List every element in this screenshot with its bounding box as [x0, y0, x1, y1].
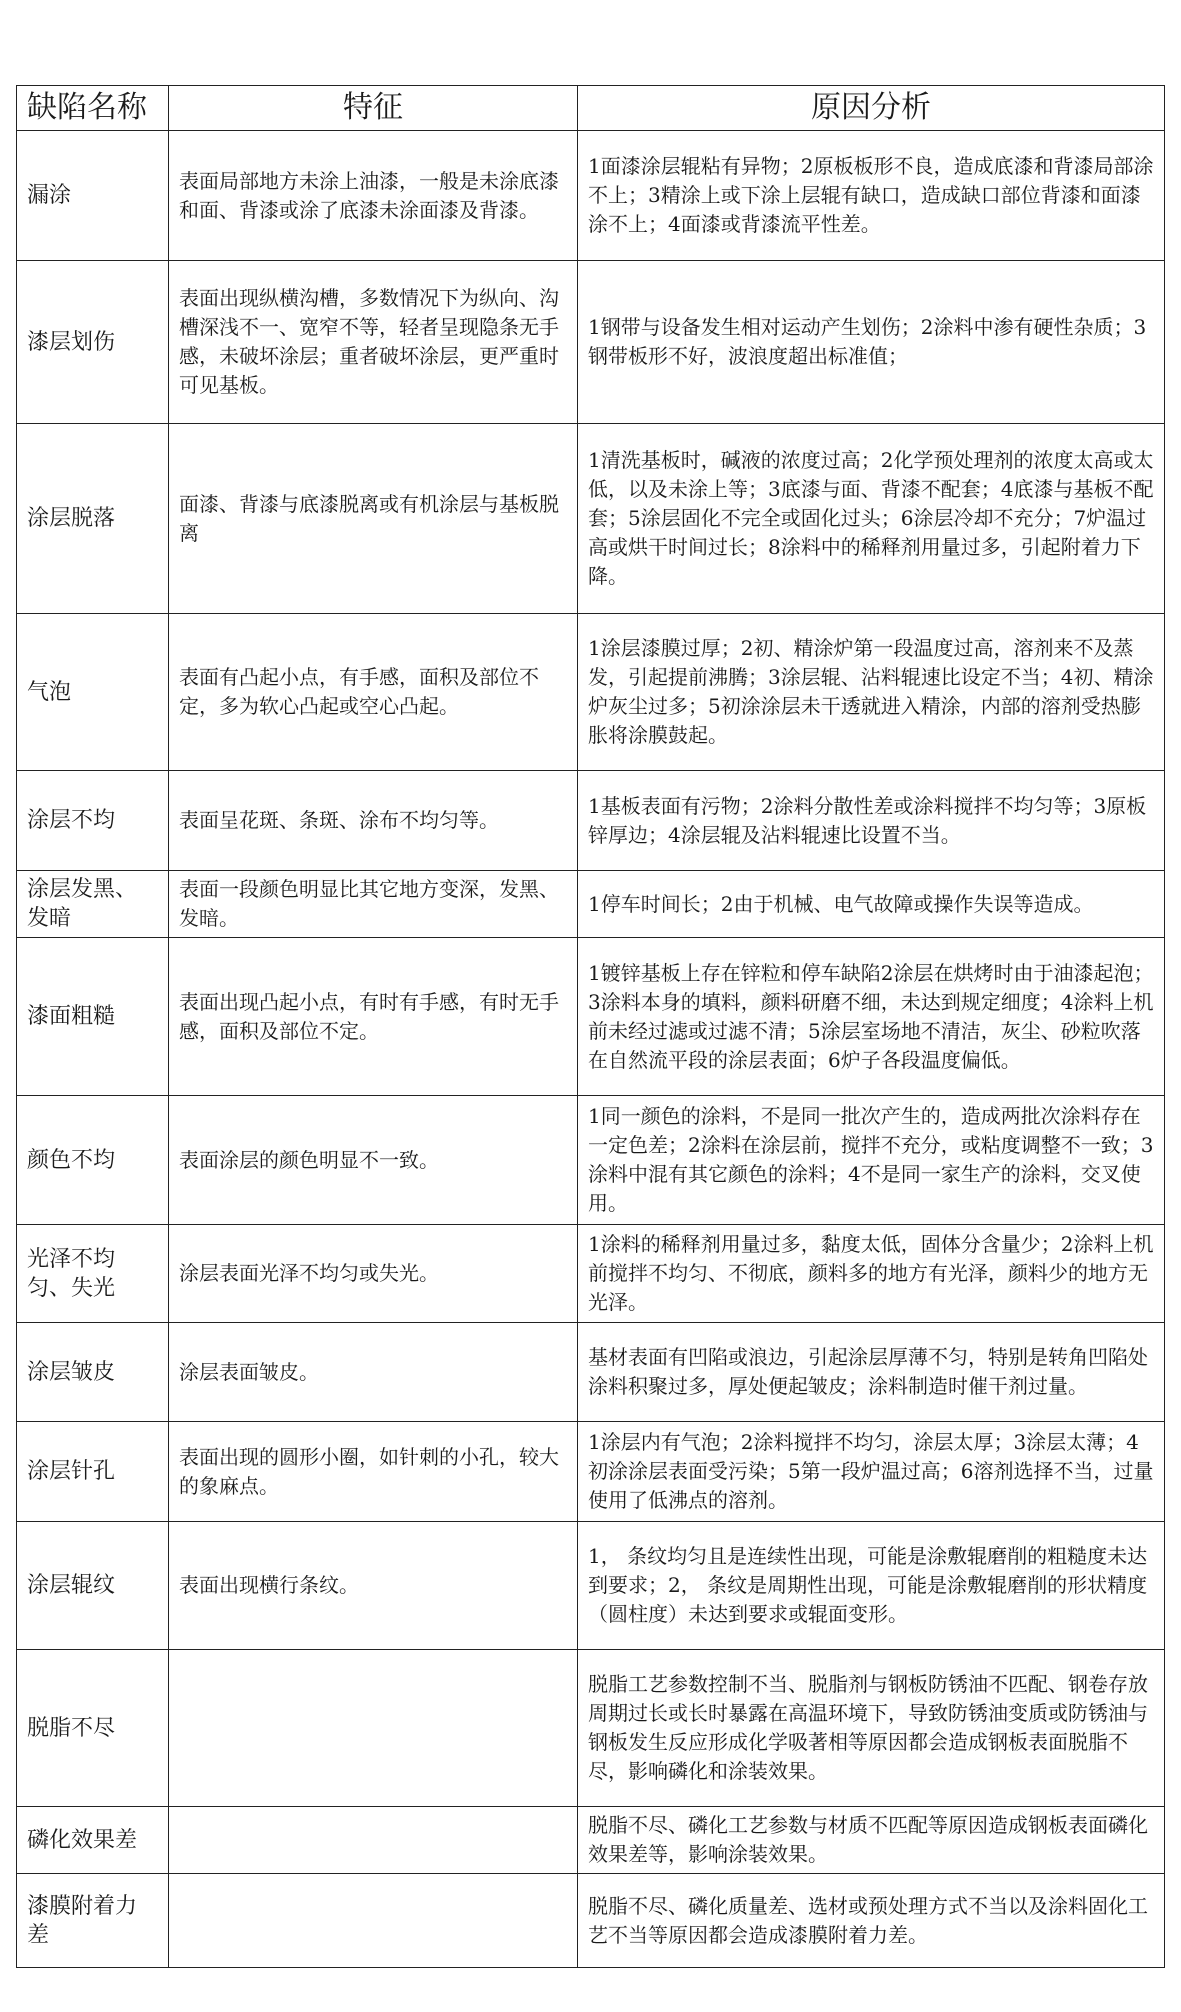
- column-header-cause: 原因分析: [578, 86, 1165, 131]
- defect-name-cell: 气泡: [17, 614, 169, 771]
- cause-cell: 1镀锌基板上存在锌粒和停车缺陷2涂层在烘烤时由于油漆起泡；3涂料本身的填料，颜料研磨不细，未达到规定细度；4涂料上机前未经过滤或过滤不清；5涂层室场地不清洁，灰尘、砂粒吹落在自然流平段的涂层表面；6炉子各段温度偏低。: [578, 938, 1165, 1096]
- table-body: [17, 131, 1165, 1968]
- table-row: [17, 938, 1165, 1096]
- cause-cell: 脱脂不尽、磷化质量差、选材或预处理方式不当以及涂料固化工艺不当等原因都会造成漆膜附着力差。: [578, 1874, 1165, 1968]
- feature-cell: [169, 1650, 578, 1807]
- defect-name-cell: 涂层脱落: [17, 424, 169, 614]
- table-row: [17, 131, 1165, 261]
- cause-cell: 脱脂不尽、磷化工艺参数与材质不匹配等原因造成钢板表面磷化效果差等，影响涂装效果。: [578, 1807, 1165, 1874]
- cause-cell: 1同一颜色的涂料，不是同一批次产生的，造成两批次涂料存在一定色差；2涂料在涂层前，搅拌不充分，或粘度调整不一致；3涂料中混有其它颜色的涂料；4不是同一家生产的涂料，交叉使用。: [578, 1096, 1165, 1225]
- defect-name-cell: 脱脂不尽: [17, 1650, 169, 1807]
- table-row: [17, 1096, 1165, 1225]
- table-row: [17, 1650, 1165, 1807]
- feature-cell: 涂层表面皱皮。: [169, 1323, 578, 1422]
- defect-name-cell: 漆层划伤: [17, 261, 169, 424]
- table-row: [17, 771, 1165, 871]
- cause-cell: 1涂料的稀释剂用量过多，黏度太低，固体分含量少；2涂料上机前搅拌不均匀、不彻底，颜料多的地方有光泽，颜料少的地方无光泽。: [578, 1225, 1165, 1323]
- feature-cell: [169, 1807, 578, 1874]
- cause-cell: 基材表面有凹陷或浪边，引起涂层厚薄不匀，特别是转角凹陷处涂料积聚过多，厚处便起皱皮；涂料制造时催干剂过量。: [578, 1323, 1165, 1422]
- defect-name-cell: 磷化效果差: [17, 1807, 169, 1874]
- defect-name-cell: 漆膜附着力差: [17, 1874, 169, 1968]
- defect-name-cell: 颜色不均: [17, 1096, 169, 1225]
- cause-cell: 1钢带与设备发生相对运动产生划伤；2涂料中渗有硬性杂质；3钢带板形不好，波浪度超出标准值；: [578, 261, 1165, 424]
- cause-cell: 1清洗基板时，碱液的浓度过高；2化学预处理剂的浓度太高或太低，以及未涂上等；3底漆与面、背漆不配套；4底漆与基板不配套；5涂层固化不完全或固化过头；6涂层冷却不充分；7炉温过高或烘干时间过长；8涂料中的稀释剂用量过多，引起附着力下降。: [578, 424, 1165, 614]
- defect-name-cell: 涂层皱皮: [17, 1323, 169, 1422]
- feature-cell: 表面呈花斑、条斑、涂布不均匀等。: [169, 771, 578, 871]
- defect-name-cell: 涂层针孔: [17, 1422, 169, 1522]
- cause-cell: 1， 条纹均匀且是连续性出现，可能是涂敷辊磨削的粗糙度未达到要求；2， 条纹是周期性出现，可能是涂敷辊磨削的形状精度（圆柱度）未达到要求或辊面变形。: [578, 1522, 1165, 1650]
- defect-name-cell: 涂层发黑、发暗: [17, 871, 169, 938]
- column-header-feature: 特征: [169, 86, 578, 131]
- feature-cell: 表面出现纵横沟槽，多数情况下为纵向、沟槽深浅不一、宽窄不等，轻者呈现隐条无手感，未破坏涂层；重者破坏涂层，更严重时可见基板。: [169, 261, 578, 424]
- defect-name-cell: 漆面粗糙: [17, 938, 169, 1096]
- feature-cell: [169, 1874, 578, 1968]
- cause-cell: 1涂层漆膜过厚；2初、精涂炉第一段温度过高，溶剂来不及蒸发，引起提前沸腾；3涂层辊、沾料辊速比设定不当；4初、精涂炉灰尘过多；5初涂涂层未干透就进入精涂，内部的溶剂受热膨胀将涂膜鼓起。: [578, 614, 1165, 771]
- table-row: [17, 1807, 1165, 1874]
- defect-name-cell: 光泽不均匀、失光: [17, 1225, 169, 1323]
- table-row: [17, 1422, 1165, 1522]
- table-row: [17, 1323, 1165, 1422]
- feature-cell: 表面局部地方未涂上油漆，一般是未涂底漆和面、背漆或涂了底漆未涂面漆及背漆。: [169, 131, 578, 261]
- feature-cell: 涂层表面光泽不均匀或失光。: [169, 1225, 578, 1323]
- table-row: [17, 1874, 1165, 1968]
- feature-cell: 表面有凸起小点，有手感，面积及部位不定，多为软心凸起或空心凸起。: [169, 614, 578, 771]
- feature-cell: 面漆、背漆与底漆脱离或有机涂层与基板脱离: [169, 424, 578, 614]
- table-row: [17, 614, 1165, 771]
- feature-cell: 表面出现横行条纹。: [169, 1522, 578, 1650]
- cause-cell: 1涂层内有气泡；2涂料搅拌不均匀，涂层太厚；3涂层太薄；4初涂涂层表面受污染；5第一段炉温过高；6溶剂选择不当，过量使用了低沸点的溶剂。: [578, 1422, 1165, 1522]
- table-row: [17, 1522, 1165, 1650]
- table-header-row: [17, 86, 1165, 131]
- defect-name-cell: 涂层不均: [17, 771, 169, 871]
- cause-cell: 1基板表面有污物；2涂料分散性差或涂料搅拌不均匀等；3原板锌厚边；4涂层辊及沾料辊速比设置不当。: [578, 771, 1165, 871]
- feature-cell: 表面出现的圆形小圈，如针刺的小孔，较大的象麻点。: [169, 1422, 578, 1522]
- table-row: [17, 1225, 1165, 1323]
- column-header-defect-name: 缺陷名称: [17, 86, 169, 131]
- feature-cell: 表面出现凸起小点，有时有手感，有时无手感，面积及部位不定。: [169, 938, 578, 1096]
- cause-cell: 脱脂工艺参数控制不当、脱脂剂与钢板防锈油不匹配、钢卷存放周期过长或长时暴露在高温环境下，导致防锈油变质或防锈油与钢板发生反应形成化学吸著相等原因都会造成钢板表面脱脂不尽，影响磷化和涂装效果。: [578, 1650, 1165, 1807]
- feature-cell: 表面一段颜色明显比其它地方变深，发黑、发暗。: [169, 871, 578, 938]
- defect-table: [16, 85, 1165, 1968]
- table-row: [17, 871, 1165, 938]
- defect-name-cell: 涂层辊纹: [17, 1522, 169, 1650]
- defect-name-cell: 漏涂: [17, 131, 169, 261]
- feature-cell: 表面涂层的颜色明显不一致。: [169, 1096, 578, 1225]
- cause-cell: 1面漆涂层辊粘有异物；2原板板形不良，造成底漆和背漆局部涂不上；3精涂上或下涂上层辊有缺口，造成缺口部位背漆和面漆涂不上；4面漆或背漆流平性差。: [578, 131, 1165, 261]
- table-row: [17, 424, 1165, 614]
- cause-cell: 1停车时间长；2由于机械、电气故障或操作失误等造成。: [578, 871, 1165, 938]
- table-row: [17, 261, 1165, 424]
